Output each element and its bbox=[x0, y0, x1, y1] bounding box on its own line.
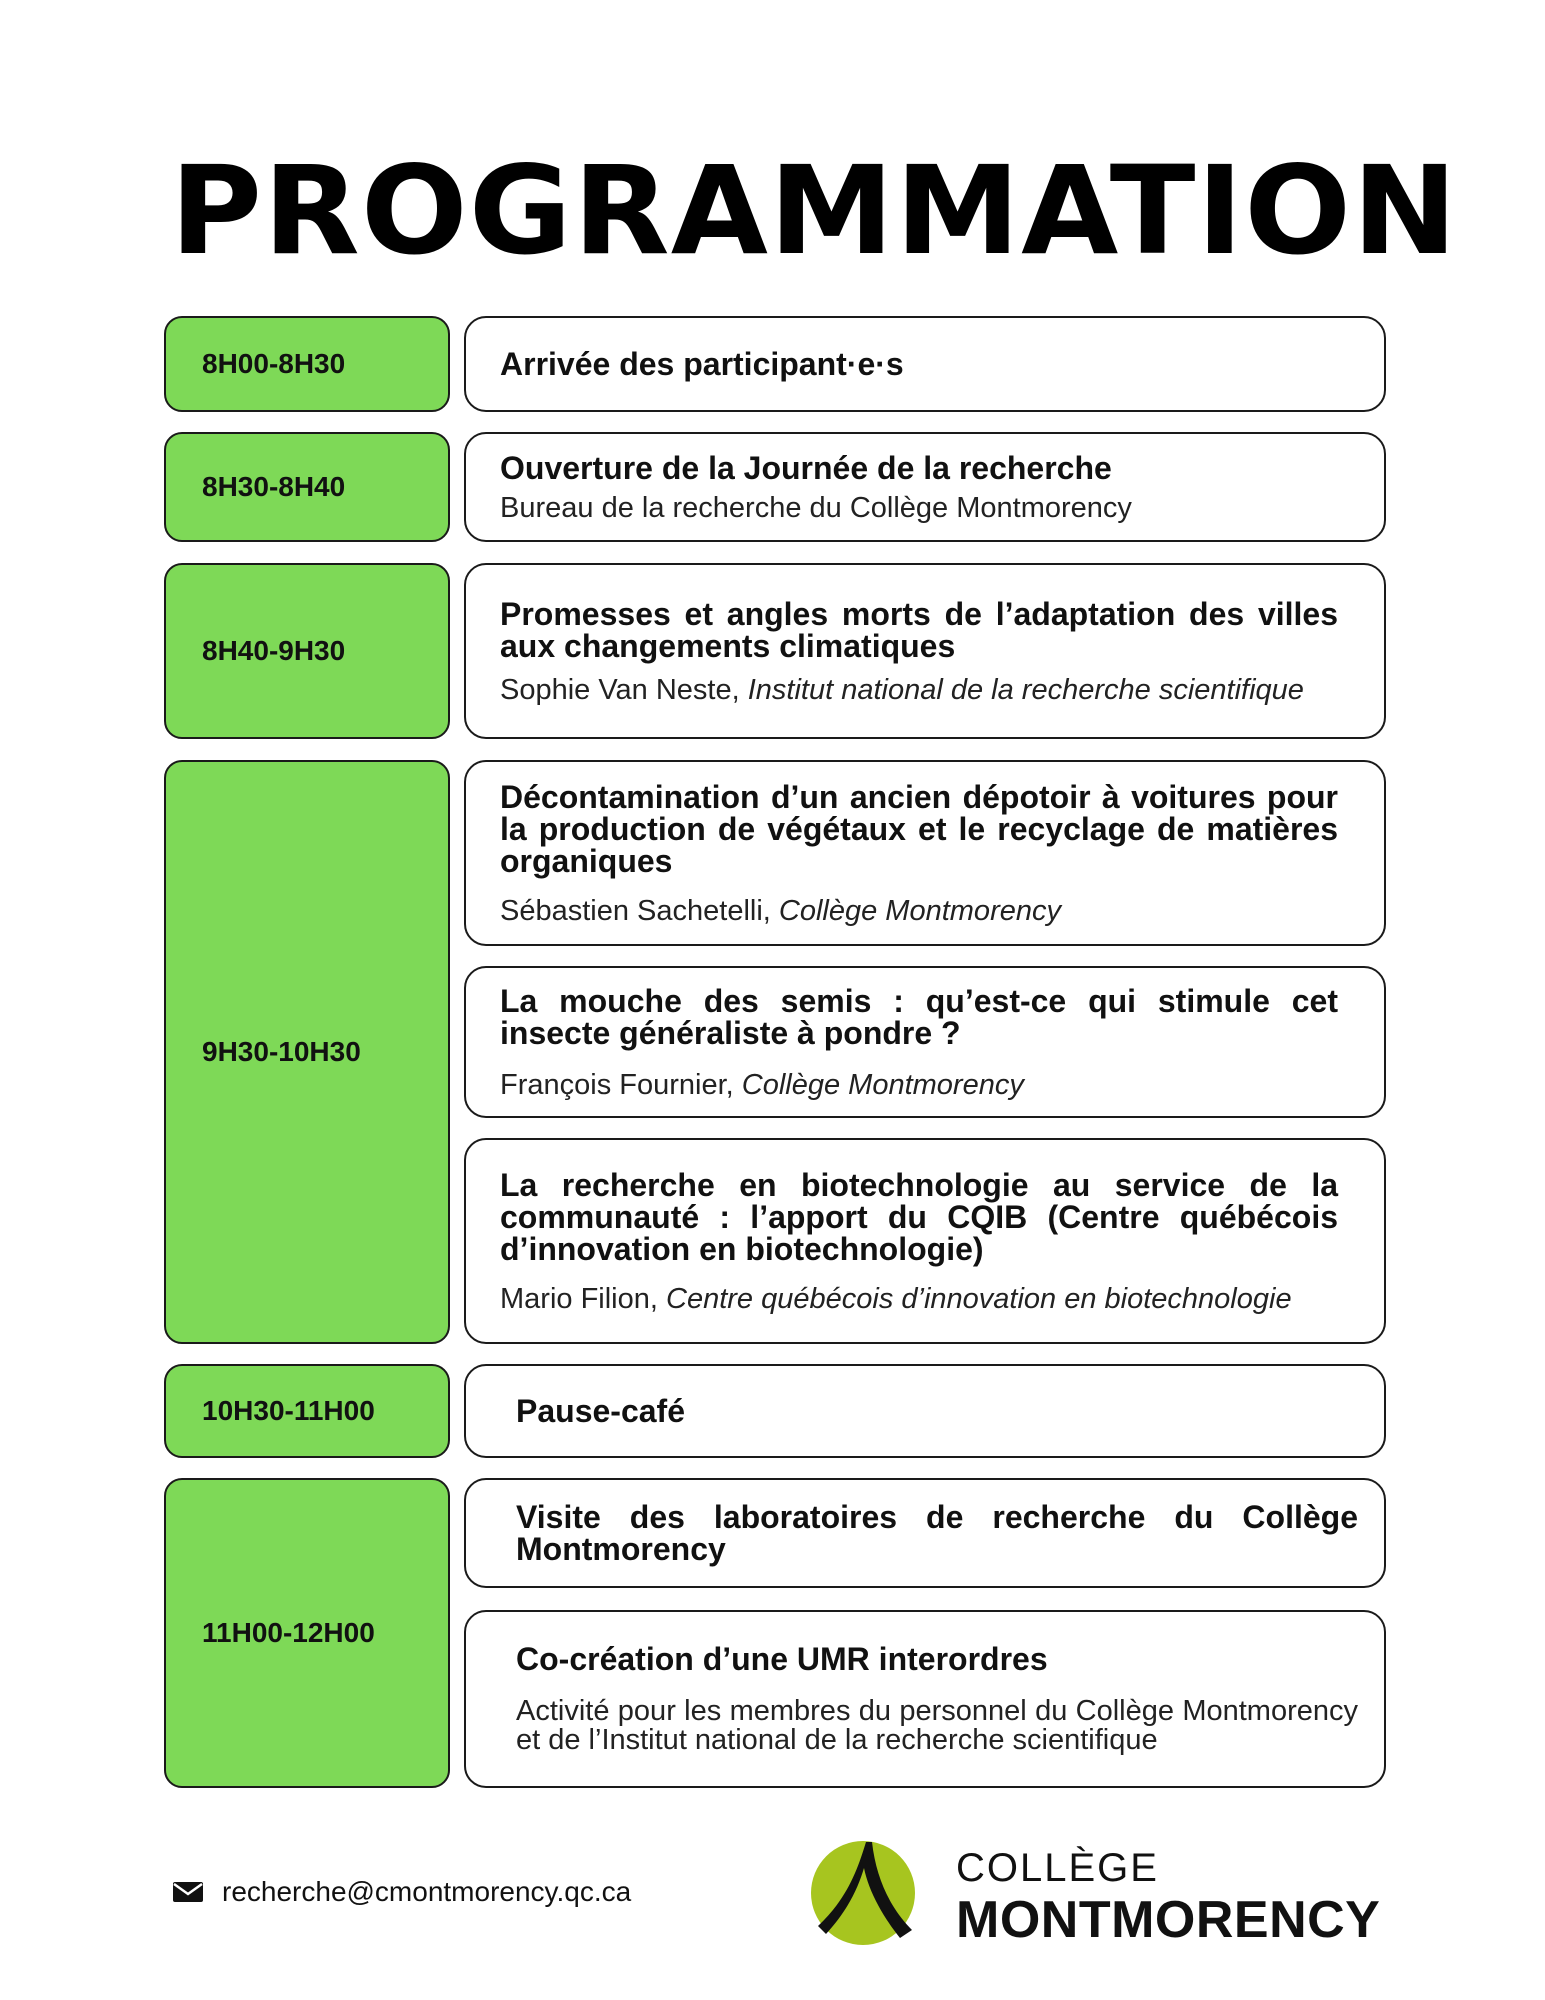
session-title: Arrivée des participant·e·s bbox=[500, 346, 904, 382]
session-title: Visite des laboratoires de recherche du Collège Montmorency bbox=[516, 1499, 1358, 1567]
contact-email[interactable] bbox=[172, 1876, 631, 1908]
speaker-affiliation: Collège Montmorency bbox=[741, 1068, 1024, 1101]
session-speaker-line bbox=[500, 894, 1338, 927]
session-title: Promesses et angles morts de l’adaptation des villes aux changements climatiques bbox=[500, 595, 1338, 664]
session-title: Ouverture de la Journée de la recherche bbox=[500, 449, 1112, 486]
speaker-affiliation: Institut national de la recherche scientifique bbox=[747, 673, 1304, 706]
session-card bbox=[464, 563, 1386, 739]
time-slot: 8H40-9H30 bbox=[164, 563, 450, 739]
session-card bbox=[464, 1364, 1386, 1458]
brand-line-2: MONTMORENCY bbox=[956, 1891, 1381, 1949]
college-wordmark bbox=[956, 1846, 1381, 1949]
speaker-name: Sophie Van Neste, bbox=[500, 673, 748, 706]
session-speaker-line bbox=[500, 1282, 1338, 1315]
session-card bbox=[464, 316, 1386, 412]
speaker-affiliation: Collège Montmorency bbox=[778, 894, 1061, 927]
session-title: Décontamination d’un ancien dépotoir à voitures pour la production de végétaux et le recyclage de matières organiques bbox=[500, 778, 1338, 879]
session-card bbox=[464, 1478, 1386, 1588]
speaker-affiliation: Centre québécois d’innovation en biotechnologie bbox=[666, 1282, 1292, 1315]
session-card bbox=[464, 1610, 1386, 1788]
email-text: recherche@cmontmorency.qc.ca bbox=[222, 1876, 632, 1907]
session-title: La mouche des semis : qu’est-ce qui stimule cet insecte généraliste à pondre ? bbox=[500, 982, 1338, 1051]
session-subtitle: Bureau de la recherche du Collège Montmorency bbox=[500, 491, 1132, 524]
envelope-icon bbox=[172, 1880, 204, 1904]
page-title: PROGRAMMATION bbox=[170, 140, 1459, 282]
speaker-name: François Fournier, bbox=[500, 1068, 742, 1101]
speaker-name: Sébastien Sachetelli, bbox=[500, 894, 779, 927]
session-title: Co-création d’une UMR interordres bbox=[516, 1641, 1048, 1677]
time-slot: 9H30-10H30 bbox=[164, 760, 450, 1344]
session-speaker-line bbox=[500, 673, 1338, 706]
session-title: La recherche en biotechnologie au service de la communauté : l’apport du CQIB (Centre québécois d’innovation en biotechnologie) bbox=[500, 1166, 1338, 1267]
session-card bbox=[464, 432, 1386, 542]
session-card bbox=[464, 966, 1386, 1118]
session-card bbox=[464, 760, 1386, 946]
time-slot: 11H00-12H00 bbox=[164, 1478, 450, 1788]
session-title: Pause-café bbox=[516, 1393, 685, 1429]
session-card bbox=[464, 1138, 1386, 1344]
brand-line-1: COLLÈGE bbox=[956, 1846, 1159, 1890]
time-slot: 8H30-8H40 bbox=[164, 432, 450, 542]
time-slot: 10H30-11H00 bbox=[164, 1364, 450, 1458]
time-slot: 8H00-8H30 bbox=[164, 316, 450, 412]
session-subtitle: Activité pour les membres du personnel du Collège Montmorency et de l’Institut national de la recherche scientifique bbox=[516, 1695, 1358, 1756]
speaker-name: Mario Filion, bbox=[500, 1282, 666, 1315]
session-speaker-line bbox=[500, 1068, 1338, 1101]
college-logo bbox=[808, 1838, 918, 1948]
